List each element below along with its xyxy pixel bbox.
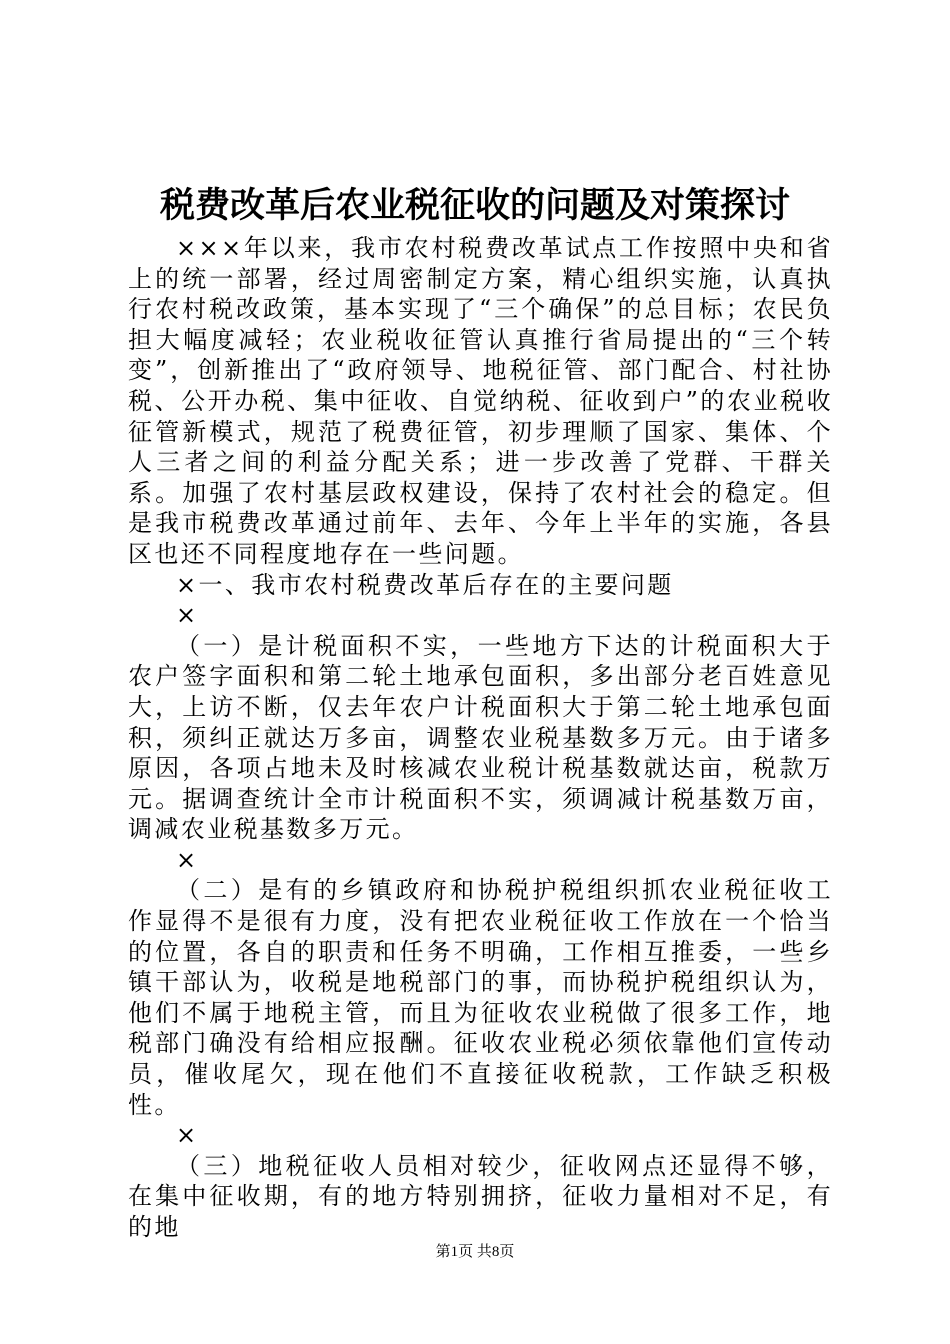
separator-mark: × xyxy=(176,845,199,874)
separator-mark: × xyxy=(176,601,199,630)
separator-mark: × xyxy=(176,1121,199,1150)
paragraph-issue-3: （三）地税征收人员相对较少，征收网点还显得不够，在集中征收期，有的地方特别拥挤，征收力量相对不足，有的地 xyxy=(128,1151,833,1241)
paragraph-issue-2: （二）是有的乡镇政府和协税护税组织抓农业税征收工作显得不是很有力度，没有把农业税征收工作放在一个恰当的位置，各自的职责和任务不明确，工作相互推委，一些乡镇干部认为，收税是地税部门的事，而协税护税组织认为，他们不属于地税主管，而且为征收农业税做了很多工作，地税部门确没有给相应报酬。征收农业税必须依靠他们宣传动员，催收尾欠，现在他们不直接征收税款，工作缺乏积极性。 xyxy=(128,876,833,1119)
document-body xyxy=(128,233,833,1243)
paragraph-issue-1: （一）是计税面积不实，一些地方下达的计税面积大于农户签字面积和第二轮土地承包面积，多出部分老百姓意见大，上访不断，仅去年农户计税面积大于第二轮土地承包面积，须纠正就达万多亩，调整农业税基数多万元。由于诸多原因，各项占地未及时核减农业税计税基数就达亩，税款万元。据调查统计全市计税面积不实，须调减计税基数万亩，调减农业税基数多万元。 xyxy=(128,631,833,844)
document-title: 税费改革后农业税征收的问题及对策探讨 xyxy=(159,186,790,226)
paragraph-intro: ×××年以来，我市农村税费改革试点工作按照中央和省上的统一部署，经过周密制定方案，精心组织实施，认真执行农村税改政策，基本实现了“三个确保”的总目标；农民负担大幅度减轻；农业税收征管认真推行省局提出的“三个转变”，创新推出了“政府领导、地税征管、部门配合、村社协税、公开办税、集中征收、自觉纳税、征收到户”的农业税收征管新模式，规范了税费征管，初步理顺了国家、集体、个人三者之间的利益分配关系；进一步改善了党群、干群关系。加强了农村基层政权建设，保持了农村社会的稳定。但是我市税费改革通过前年、去年、今年上半年的实施，各县区也还不同程度地存在一些问题。 xyxy=(128,234,833,568)
page-number-footer: 第1页 共8页 xyxy=(435,1244,515,1260)
section-heading: ×一、我市农村税费改革后存在的主要问题 xyxy=(176,570,674,599)
